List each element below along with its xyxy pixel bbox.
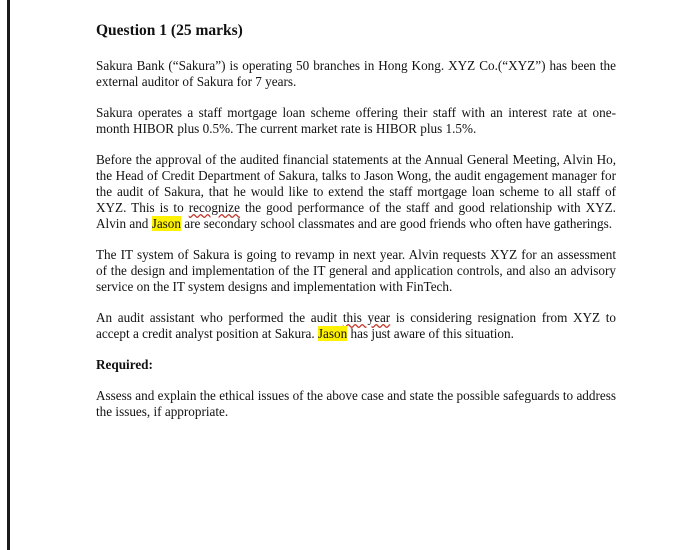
highlighted-name: Jason: [317, 326, 348, 341]
paragraph-text: is considering resignation from XYZ to accept a credit analyst position at Sakura.: [96, 310, 616, 341]
question-title: Question 1 (25 marks): [96, 22, 243, 39]
highlighted-name: Jason: [151, 216, 181, 231]
paragraph-loan-scheme: Sakura operates a staff mortgage loan scheme offering their staff with an interest rate at one-month HIBOR plus 0.5%. The current market rate is HIBOR plus 1.5%.: [96, 105, 616, 136]
paragraph-text: Before the approval of the audited financial statements at the Annual General Meeting, Alvin Ho, the Head of Credit Department of Sakura, talks to Jason Wong, the audit engagement manager for the audit of Sakura, that he would like to extend the staff mortgage loan scheme to all staff of XYZ. This is to: [96, 152, 616, 215]
paragraph-text: the good performance of the staff and good relationship with XYZ. Alvin and: [96, 200, 616, 231]
page-edge-rule: [7, 0, 10, 550]
paragraph-alvin-request: [96, 152, 616, 232]
paragraph-text: An audit assistant who performed the audit: [96, 310, 343, 325]
paragraph-requirement: Assess and explain the ethical issues of the above case and state the possible safeguards to address the issues, if appropriate.: [96, 388, 616, 419]
question-document: [96, 22, 616, 435]
paragraph-audit-assistant: [96, 310, 616, 342]
paragraph-background: Sakura Bank (“Sakura”) is operating 50 branches in Hong Kong. XYZ Co.(“XYZ”) has been the external auditor of Sakura for 7 years.: [96, 58, 616, 89]
paragraph-it-system: The IT system of Sakura is going to revamp in next year. Alvin requests XYZ for an assessment of the design and implementation of the IT general and application controls, and also an advisory service on the IT system designs and implementation with FinTech.: [96, 247, 616, 294]
spellcheck-underlined-word: recognize: [188, 200, 240, 215]
spellcheck-underlined-word: this year: [342, 310, 391, 325]
required-heading: Required:: [96, 357, 153, 372]
paragraph-text: has just aware of this situation.: [347, 326, 514, 341]
paragraph-text: are secondary school classmates and are good friends who often have gatherings.: [181, 216, 613, 231]
